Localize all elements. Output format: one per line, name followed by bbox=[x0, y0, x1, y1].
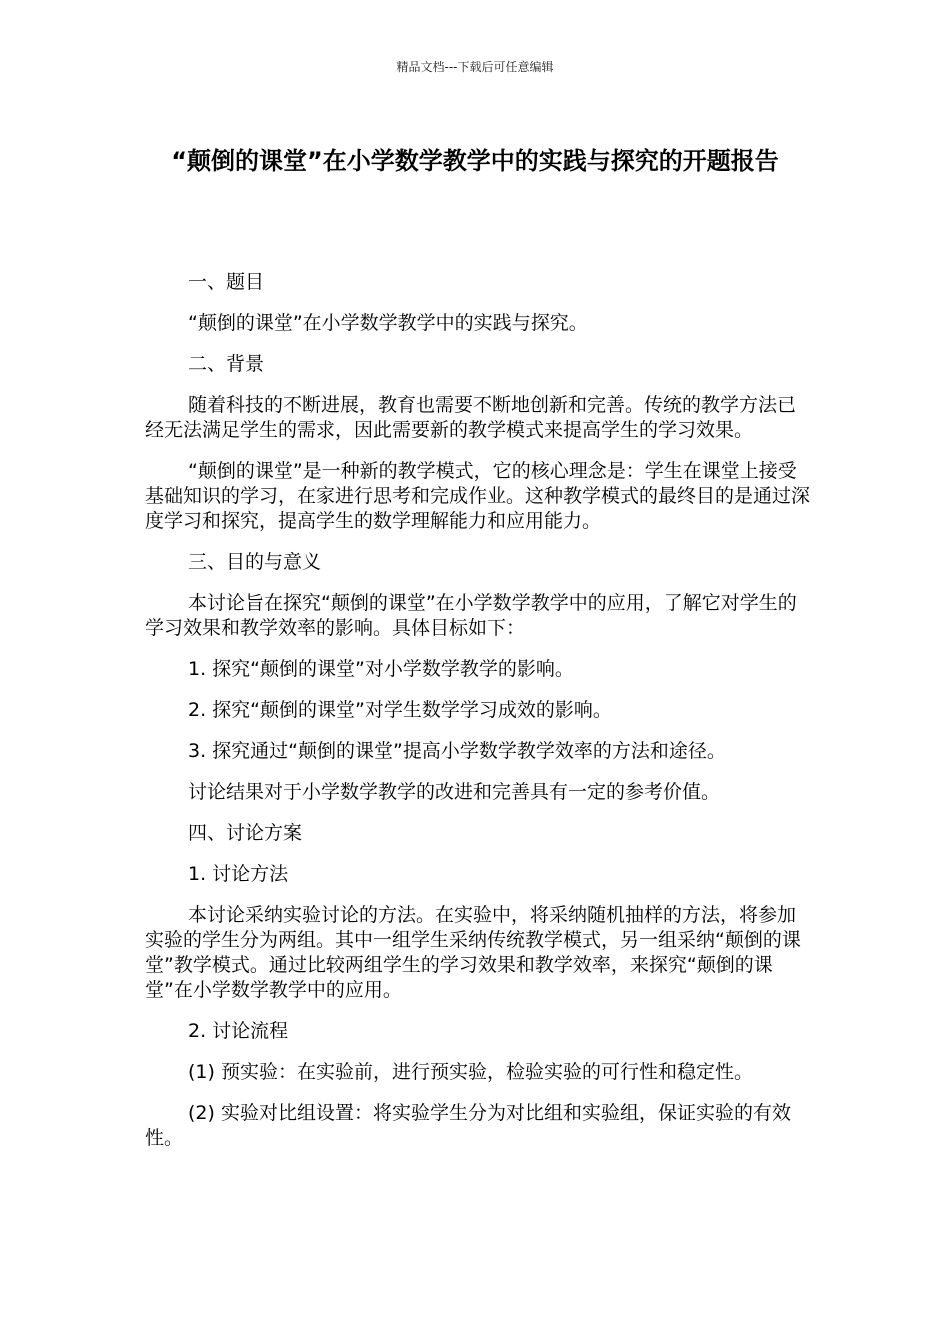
section-heading-purpose: 三、目的与意义 bbox=[188, 551, 322, 573]
list-item: (2) 实验对比组设置：将实验学生分为对比组和实验组，保证实验的有效性。 bbox=[145, 1102, 791, 1149]
section-heading-topic: 一、题目 bbox=[188, 271, 265, 293]
paragraph: 本讨论采纳实验讨论的方法。在实验中，将采纳随机抽样的方法，将参加实验的学生分为两组。其中一组学生采纳传统教学模式，另一组采纳“颠倒的课堂”教学模式。通过比较两组学生的学习效果和教学效率，来探究“颠倒的课堂”在小学数学教学中的应用。 bbox=[145, 904, 801, 1001]
document-title: “颠倒的课堂”在小学数学教学中的实践与探究的开题报告 bbox=[171, 147, 779, 175]
subsection-heading-method: 1. 讨论方法 bbox=[188, 863, 289, 885]
paragraph: 随着科技的不断进展，教育也需要不断地创新和完善。传统的教学方法已经无法满足学生的需求，因此需要新的教学模式来提高学生的学习效果。 bbox=[145, 394, 797, 441]
paragraph: “颠倒的课堂”是一种新的教学模式，它的核心理念是：学生在课堂上接受基础知识的学习，在家进行思考和完成作业。这种教学模式的最终目的是通过深度学习和探究，提高学生的数学理解能力和应用能力。 bbox=[145, 460, 811, 532]
list-item: 1. 探究“颠倒的课堂”对小学数学教学的影响。 bbox=[188, 658, 574, 680]
section-heading-plan: 四、讨论方案 bbox=[188, 822, 303, 844]
header-note: 精品文档---下载后可任意编辑 bbox=[396, 60, 554, 74]
paragraph: “颠倒的课堂”在小学数学教学中的实践与探究。 bbox=[188, 312, 588, 334]
paragraph: 本讨论旨在探究“颠倒的课堂”在小学数学教学中的应用，了解它对学生的学习效果和教学效率的影响。具体目标如下： bbox=[145, 592, 797, 639]
list-item: (1) 预实验：在实验前，进行预实验，检验实验的可行性和稳定性。 bbox=[188, 1061, 753, 1083]
list-item: 2. 探究“颠倒的课堂”对学生数学学习成效的影响。 bbox=[188, 699, 612, 721]
section-heading-background: 二、背景 bbox=[188, 353, 265, 375]
subsection-heading-process: 2. 讨论流程 bbox=[188, 1020, 289, 1042]
list-item: 3. 探究通过“颠倒的课堂”提高小学数学教学效率的方法和途径。 bbox=[188, 740, 726, 762]
paragraph: 讨论结果对于小学数学教学的改进和完善具有一定的参考价值。 bbox=[188, 781, 721, 803]
document-body bbox=[145, 270, 810, 1167]
